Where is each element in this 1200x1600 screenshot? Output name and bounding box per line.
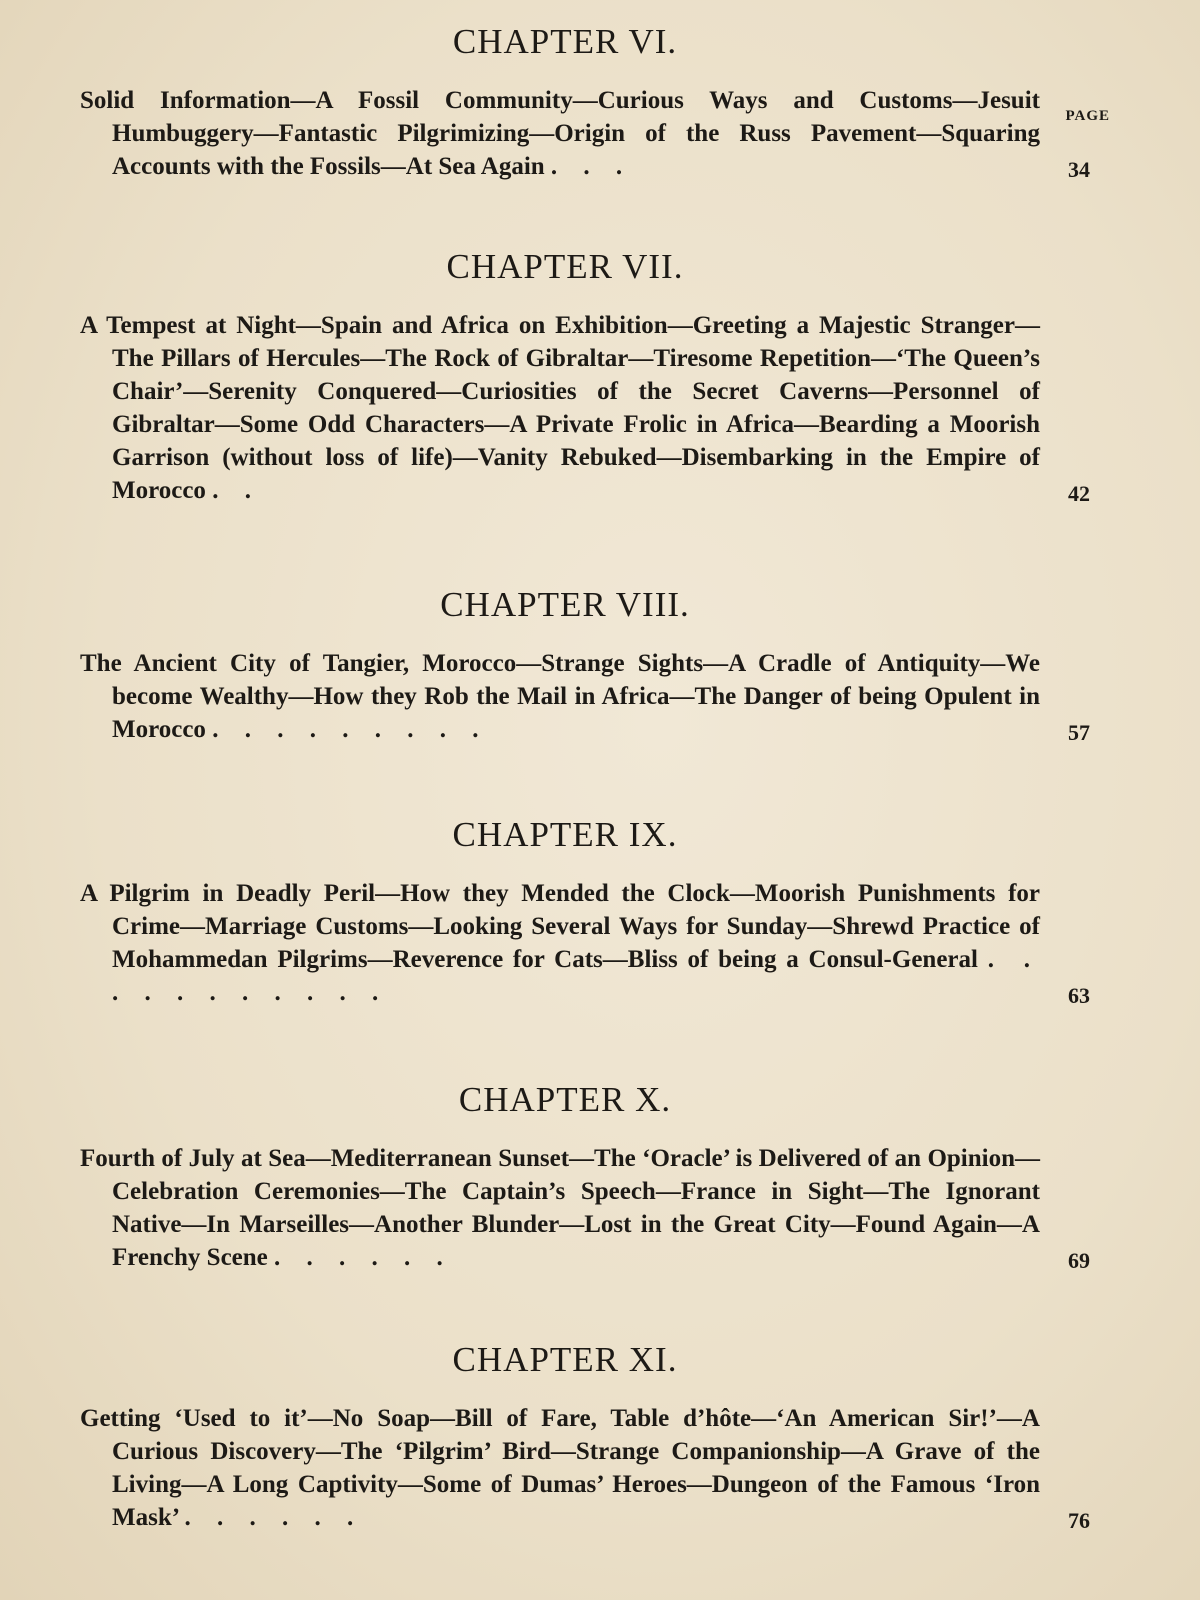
dot-leader: . . . . . . . . . . .	[112, 946, 1040, 1006]
chapter-entry	[80, 877, 1110, 1009]
chapter-summary: The Ancient City of Tangier, Morocco—Strange Sights—A Cradle of Antiquity—We become Wealthy—How they Rob the Mail in Africa—The Danger of being Opulent in Morocco . . . . . . . . .	[80, 650, 1040, 743]
chapter-heading: CHAPTER VII.	[446, 247, 684, 286]
chapter-viii	[80, 585, 1110, 746]
chapter-xi	[80, 1340, 1110, 1534]
chapter-summary: A Pilgrim in Deadly Peril—How they Mended the Clock—Moorish Punishments for Crime—Marriage Customs—Looking Several Ways for Sunday—Shrewd Practice of Mohammedan Pilgrims—Reverence for Cats—Bliss of being a Consul-General . . . . . . . . . . .	[80, 880, 1040, 1006]
chapter-heading: CHAPTER VI.	[452, 22, 678, 61]
dot-leader: . .	[212, 477, 261, 504]
chapter-summary: A Tempest at Night—Spain and Africa on Exhibition—Greeting a Majestic Stranger—The Pillars of Hercules—The Rock of Gibraltar—Tiresome Repetition—‘The Queen’s Chair’—Serenity Conquered—Curiosities of the Secret Caverns—Personnel of Gibraltar—Some Odd Characters—A Private Frolic in Africa—Bearding a Moorish Garrison (without loss of life)—Vanity Rebuked—Disembarking in the Empire of Morocco . .	[80, 312, 1040, 504]
chapter-entry	[80, 1402, 1110, 1534]
chapter-vi	[80, 22, 1110, 183]
page-number: 69	[1068, 1248, 1090, 1273]
chapter-heading: CHAPTER X.	[458, 1080, 672, 1119]
page-number: 42	[1068, 481, 1090, 506]
chapter-entry	[80, 647, 1110, 746]
chapter-x	[80, 1080, 1110, 1274]
chapter-heading: CHAPTER VIII.	[440, 585, 690, 624]
page-column-label: PAGE	[1065, 108, 1110, 124]
chapter-vii	[80, 247, 1110, 507]
chapter-entry	[80, 1142, 1110, 1274]
page-number: 76	[1068, 1508, 1090, 1533]
chapter-summary: Fourth of July at Sea—Mediterranean Sunset—The ‘Oracle’ is Delivered of an Opinion—Celebration Ceremonies—The Captain’s Speech—France in Sight—The Ignorant Native—In Marseilles—Another Blunder—Lost in the Great City—Found Again—A Frenchy Scene . . . . . .	[80, 1145, 1040, 1271]
dot-leader: . . . . . . . . .	[212, 716, 489, 743]
page-number: 57	[1068, 720, 1090, 745]
chapter-entry	[80, 84, 1110, 183]
chapter-summary: Solid Information—A Fossil Community—Curious Ways and Customs—Jesuit Humbuggery—Fantastic Pilgrimizing—Origin of the Russ Pavement—Squaring Accounts with the Fossils—At Sea Again . . .	[80, 87, 1040, 180]
page-number: 63	[1068, 983, 1090, 1008]
chapter-heading: CHAPTER IX.	[452, 815, 678, 854]
chapter-heading: CHAPTER XI.	[452, 1340, 678, 1379]
dot-leader: . . . . . .	[184, 1504, 364, 1531]
page-number: 34	[1068, 157, 1090, 182]
chapter-entry	[80, 309, 1110, 507]
chapter-summary: Getting ‘Used to it’—No Soap—Bill of Fare, Table d’hôte—‘An American Sir!’—A Curious Discovery—The ‘Pilgrim’ Bird—Strange Companionship—A Grave of the Living—A Long Captivity—Some of Dumas’ Heroes—Dungeon of the Famous ‘Iron Mask’ . . . . . .	[80, 1405, 1040, 1531]
dot-leader: . . .	[550, 153, 633, 180]
chapter-ix	[80, 815, 1110, 1009]
dot-leader: . . . . . .	[274, 1244, 453, 1271]
